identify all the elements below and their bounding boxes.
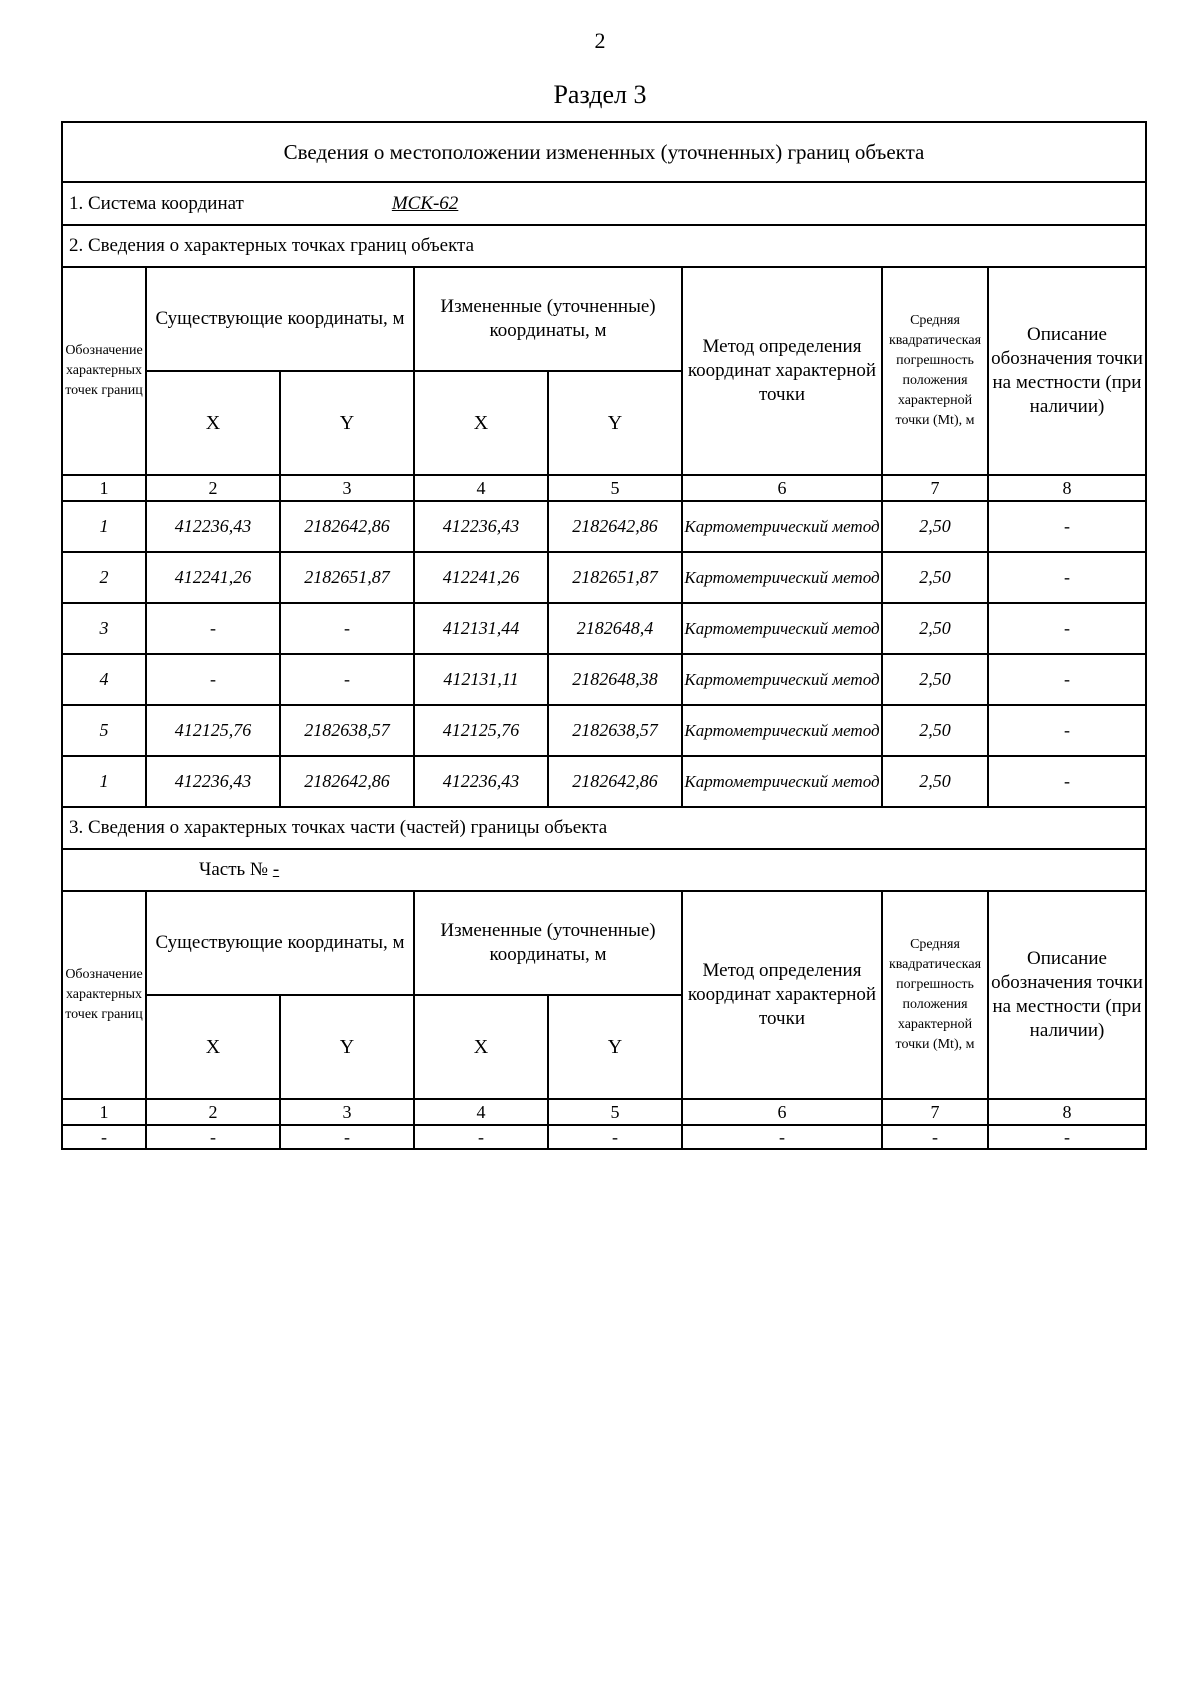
changed-y: 2182651,87 <box>548 552 682 603</box>
part-cell: - <box>988 1125 1146 1149</box>
coordinate-system-row <box>62 182 1146 225</box>
existing-x: 412236,43 <box>146 501 280 552</box>
column-number: 6 <box>682 1099 882 1125</box>
existing-x: 412236,43 <box>146 756 280 807</box>
column-number: 3 <box>280 1099 414 1125</box>
changed-y: 2182642,86 <box>548 756 682 807</box>
header-point-designation: Обозначение характерных точек границ <box>62 267 146 475</box>
point-id: 2 <box>62 552 146 603</box>
existing-y: 2182651,87 <box>280 552 414 603</box>
existing-y: 2182642,86 <box>280 756 414 807</box>
description: - <box>988 654 1146 705</box>
header-existing-x: X <box>146 995 280 1099</box>
part-number-row <box>62 849 1146 891</box>
description: - <box>988 552 1146 603</box>
column-number: 3 <box>280 475 414 501</box>
existing-x: 412241,26 <box>146 552 280 603</box>
point-id: 1 <box>62 756 146 807</box>
header-existing-coords: Существующие координаты, м <box>146 267 414 371</box>
method: Картометрический метод <box>682 552 882 603</box>
column-number: 7 <box>882 475 988 501</box>
header-changed-coords: Измененные (уточненные) координаты, м <box>414 891 682 995</box>
header-changed-x: X <box>414 995 548 1099</box>
column-number: 4 <box>414 1099 548 1125</box>
part-cell: - <box>548 1125 682 1149</box>
header-description: Описание обозначения точки на местности (при наличии) <box>988 891 1146 1099</box>
header-existing-y: Y <box>280 371 414 475</box>
method: Картометрический метод <box>682 603 882 654</box>
point-row <box>62 654 1146 705</box>
header-point-designation: Обозначение характерных точек границ <box>62 891 146 1099</box>
existing-x: - <box>146 603 280 654</box>
column-numbers-row <box>62 475 1146 501</box>
header-description: Описание обозначения точки на местности (при наличии) <box>988 267 1146 475</box>
existing-x: 412125,76 <box>146 705 280 756</box>
section-title: Раздел 3 <box>553 80 647 109</box>
changed-y: 2182642,86 <box>548 501 682 552</box>
existing-y: 2182638,57 <box>280 705 414 756</box>
point-row <box>62 552 1146 603</box>
table-title: Сведения о местоположении измененных (уточненных) границ объекта <box>62 122 1146 182</box>
part-cell: - <box>280 1125 414 1149</box>
point-id: 4 <box>62 654 146 705</box>
header-changed-x: X <box>414 371 548 475</box>
mse: 2,50 <box>882 603 988 654</box>
column-number: 2 <box>146 475 280 501</box>
part-number-value: - <box>272 859 280 880</box>
description: - <box>988 756 1146 807</box>
existing-y: - <box>280 603 414 654</box>
header-changed-y: Y <box>548 371 682 475</box>
point-id: 3 <box>62 603 146 654</box>
column-number: 1 <box>62 1099 146 1125</box>
mse: 2,50 <box>882 501 988 552</box>
method: Картометрический метод <box>682 654 882 705</box>
header-mse: Средняя квадратическая погрешность положения характерной точки (Mt), м <box>882 267 988 475</box>
changed-x: 412236,43 <box>414 756 548 807</box>
header-existing-coords: Существующие координаты, м <box>146 891 414 995</box>
changed-y: 2182638,57 <box>548 705 682 756</box>
existing-x: - <box>146 654 280 705</box>
column-numbers-row <box>62 1099 1146 1125</box>
part-cell: - <box>62 1125 146 1149</box>
coordinate-system-label: 1. Система координат <box>69 192 244 214</box>
description: - <box>988 501 1146 552</box>
changed-y: 2182648,4 <box>548 603 682 654</box>
description: - <box>988 705 1146 756</box>
changed-x: 412131,11 <box>414 654 548 705</box>
header-method: Метод определения координат характерной точки <box>682 891 882 1099</box>
column-number: 1 <box>62 475 146 501</box>
column-number: 6 <box>682 475 882 501</box>
point-row <box>62 603 1146 654</box>
part-row <box>62 1125 1146 1149</box>
column-number: 4 <box>414 475 548 501</box>
mse: 2,50 <box>882 552 988 603</box>
part-cell: - <box>682 1125 882 1149</box>
column-number: 8 <box>988 1099 1146 1125</box>
point-id: 5 <box>62 705 146 756</box>
changed-x: 412236,43 <box>414 501 548 552</box>
header-existing-x: X <box>146 371 280 475</box>
points-section-title: 2. Сведения о характерных точках границ объекта <box>62 225 1146 267</box>
column-number: 5 <box>548 475 682 501</box>
mse: 2,50 <box>882 756 988 807</box>
method: Картометрический метод <box>682 756 882 807</box>
changed-x: 412125,76 <box>414 705 548 756</box>
changed-x: 412131,44 <box>414 603 548 654</box>
coordinate-system-value: МСК-62 <box>391 192 459 214</box>
header-changed-y: Y <box>548 995 682 1099</box>
column-number: 2 <box>146 1099 280 1125</box>
header-method: Метод определения координат характерной точки <box>682 267 882 475</box>
point-row <box>62 501 1146 552</box>
existing-y: - <box>280 654 414 705</box>
boundaries-table <box>61 121 1147 1150</box>
mse: 2,50 <box>882 705 988 756</box>
column-number: 8 <box>988 475 1146 501</box>
point-id: 1 <box>62 501 146 552</box>
header-mse: Средняя квадратическая погрешность положения характерной точки (Mt), м <box>882 891 988 1099</box>
column-number: 7 <box>882 1099 988 1125</box>
mse: 2,50 <box>882 654 988 705</box>
point-row <box>62 756 1146 807</box>
method: Картометрический метод <box>682 501 882 552</box>
changed-y: 2182648,38 <box>548 654 682 705</box>
description: - <box>988 603 1146 654</box>
existing-y: 2182642,86 <box>280 501 414 552</box>
part-cell: - <box>146 1125 280 1149</box>
column-number: 5 <box>548 1099 682 1125</box>
method: Картометрический метод <box>682 705 882 756</box>
point-row <box>62 705 1146 756</box>
page-number: 2 <box>594 28 606 53</box>
part-cell: - <box>414 1125 548 1149</box>
header-existing-y: Y <box>280 995 414 1099</box>
part-cell: - <box>882 1125 988 1149</box>
part-number-label: Часть № <box>199 859 269 880</box>
parts-section-title: 3. Сведения о характерных точках части (частей) границы объекта <box>62 807 1146 849</box>
header-changed-coords: Измененные (уточненные) координаты, м <box>414 267 682 371</box>
changed-x: 412241,26 <box>414 552 548 603</box>
